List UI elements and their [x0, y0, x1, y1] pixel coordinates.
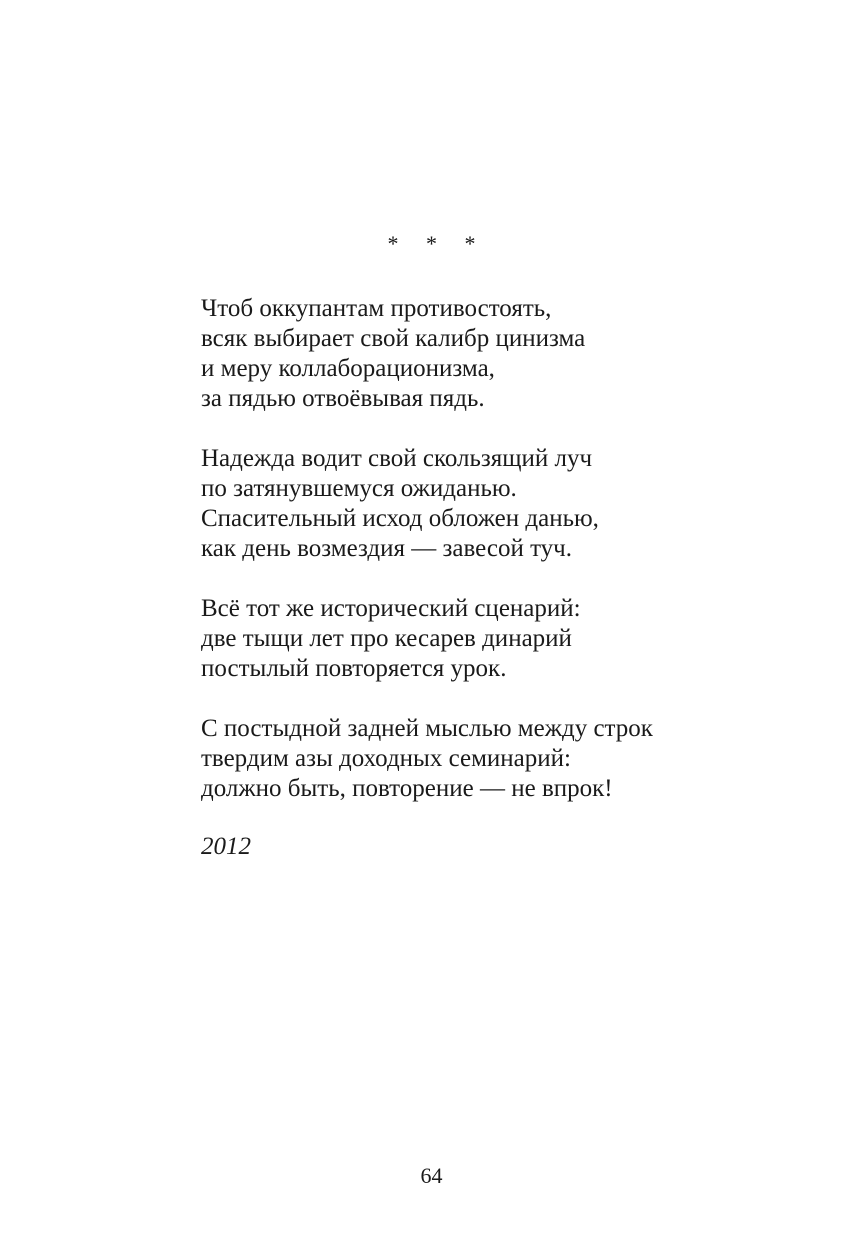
poem-line: как день возмездия — завесой туч. — [201, 535, 572, 562]
poem-line: постылый повторяется урок. — [201, 655, 507, 682]
poem-line: С постыдной задней мыслью между строк — [201, 715, 653, 742]
poem-line: по затянувшемуся ожиданью. — [201, 475, 517, 502]
poem-line: Чтоб оккупантам противостоять, — [201, 295, 552, 322]
stanza-1 — [201, 294, 821, 414]
poem-line: Спасительный исход обложен данью, — [201, 505, 599, 532]
poem-line: Всё тот же исторический сценарий: — [201, 595, 581, 622]
poem-line: за пядью отвоёвывая пядь. — [201, 385, 485, 412]
stanza-4 — [201, 714, 821, 804]
stanza-2 — [201, 444, 821, 564]
page-number: 64 — [420, 1163, 443, 1188]
poem-line: две тыщи лет про кесарев динарий — [201, 625, 572, 652]
poem — [201, 294, 821, 834]
section-divider: * * * — [387, 231, 476, 256]
poem-line: твердим азы доходных семинарий: — [201, 745, 571, 772]
stanza-3 — [201, 594, 821, 684]
poem-line: и меру коллаборационизма, — [201, 355, 495, 382]
poem-line: должно быть, повторение — не впрок! — [201, 775, 613, 802]
poem-line: Надежда водит свой скользящий луч — [201, 445, 593, 472]
poem-date: 2012 — [201, 833, 251, 860]
poem-line: всяк выбирает свой калибр цинизма — [201, 325, 586, 352]
